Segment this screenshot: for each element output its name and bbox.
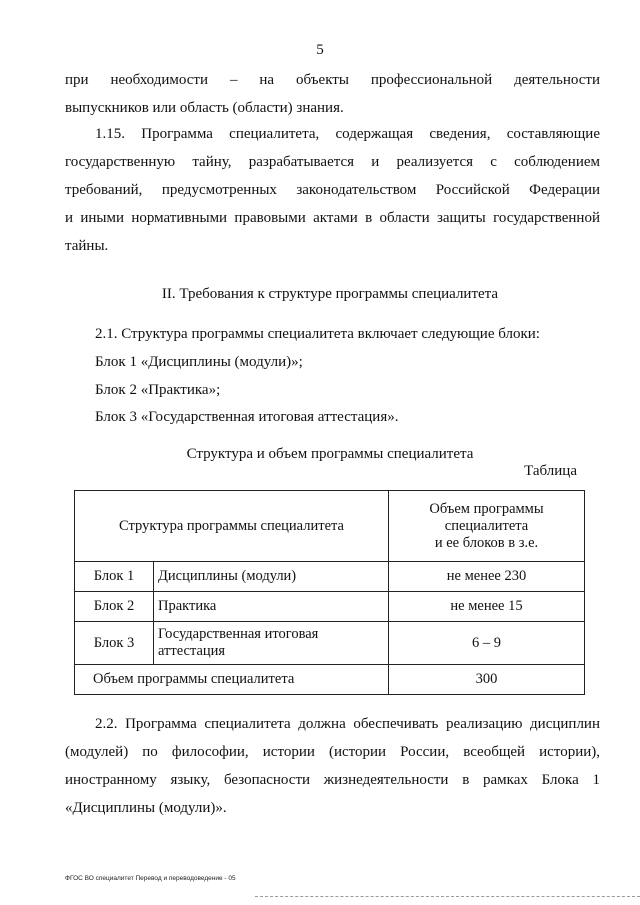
text-line: 1.15. Программа специалитета, содержащая сведения, составляющие: [95, 126, 600, 142]
text-line: (модулей) по философии, истории (истории России, всеобщей истории),: [65, 744, 600, 760]
text-line: тайны.: [65, 238, 109, 254]
block-item: Блок 3 «Государственная итоговая аттестация».: [95, 409, 399, 425]
volume-cell: не менее 230: [389, 562, 585, 592]
page-number: 5: [316, 42, 324, 58]
text-line: выпускников или область (области) знания.: [65, 100, 344, 116]
name-line: Государственная итоговая: [158, 626, 319, 642]
header-volume-line: специалитета: [444, 517, 529, 534]
table-total-row: [75, 665, 585, 695]
name-line: аттестация: [158, 643, 226, 659]
text-line: государственную тайну, разрабатывается и реализуется с соблюдением: [65, 154, 600, 170]
paragraph-2-2: [65, 710, 600, 822]
name-cell: Практика: [154, 592, 389, 622]
header-volume-line: и ее блоков в з.е.: [434, 534, 539, 551]
table-header-row: [75, 491, 585, 562]
block-cell: Блок 2: [75, 592, 154, 622]
paragraph-1-15: [65, 120, 600, 260]
section-heading: II. Требования к структуре программы специалитета: [161, 286, 499, 302]
table-title: Структура и объем программы специалитета: [186, 446, 474, 462]
text-line: и иными нормативными правовыми актами в области защиты государственной: [65, 210, 600, 226]
table-row: [75, 562, 585, 592]
name-cell: Дисциплины (модули): [154, 562, 389, 592]
text-line: требований, предусмотренных законодательством Российской Федерации: [65, 182, 600, 198]
volume-cell: не менее 15: [389, 592, 585, 622]
structure-table: [74, 490, 585, 695]
block-item: Блок 2 «Практика»;: [95, 382, 221, 398]
header-volume-line: Объем программы: [429, 500, 544, 517]
text-line: при необходимости – на объекты профессиональной деятельности: [65, 72, 600, 88]
table-row: [75, 622, 585, 665]
scan-edge-divider: [255, 896, 640, 897]
block-item: Блок 1 «Дисциплины (модули)»;: [95, 354, 303, 370]
page-footer: ФГОС ВО специалитет Перевод и переводоведение - 05: [65, 875, 236, 882]
name-cell: [154, 622, 389, 665]
header-volume: [389, 491, 585, 562]
header-structure: Структура программы специалитета: [75, 491, 389, 562]
total-label: Объем программы специалитета: [75, 665, 389, 695]
text-line: «Дисциплины (модули)».: [65, 800, 227, 816]
table-row: [75, 592, 585, 622]
text-line: иностранному языку, безопасности жизнедеятельности в рамках Блока 1: [65, 772, 600, 788]
paragraph-objects: [65, 66, 600, 122]
text-line: 2.2. Программа специалитета должна обеспечивать реализацию дисциплин: [95, 716, 600, 732]
block-cell: Блок 3: [75, 622, 154, 665]
total-value: 300: [389, 665, 585, 695]
block-cell: Блок 1: [75, 562, 154, 592]
section-intro: 2.1. Структура программы специалитета включает следующие блоки:: [95, 326, 540, 342]
table-label: Таблица: [524, 463, 577, 479]
volume-cell: 6 – 9: [389, 622, 585, 665]
